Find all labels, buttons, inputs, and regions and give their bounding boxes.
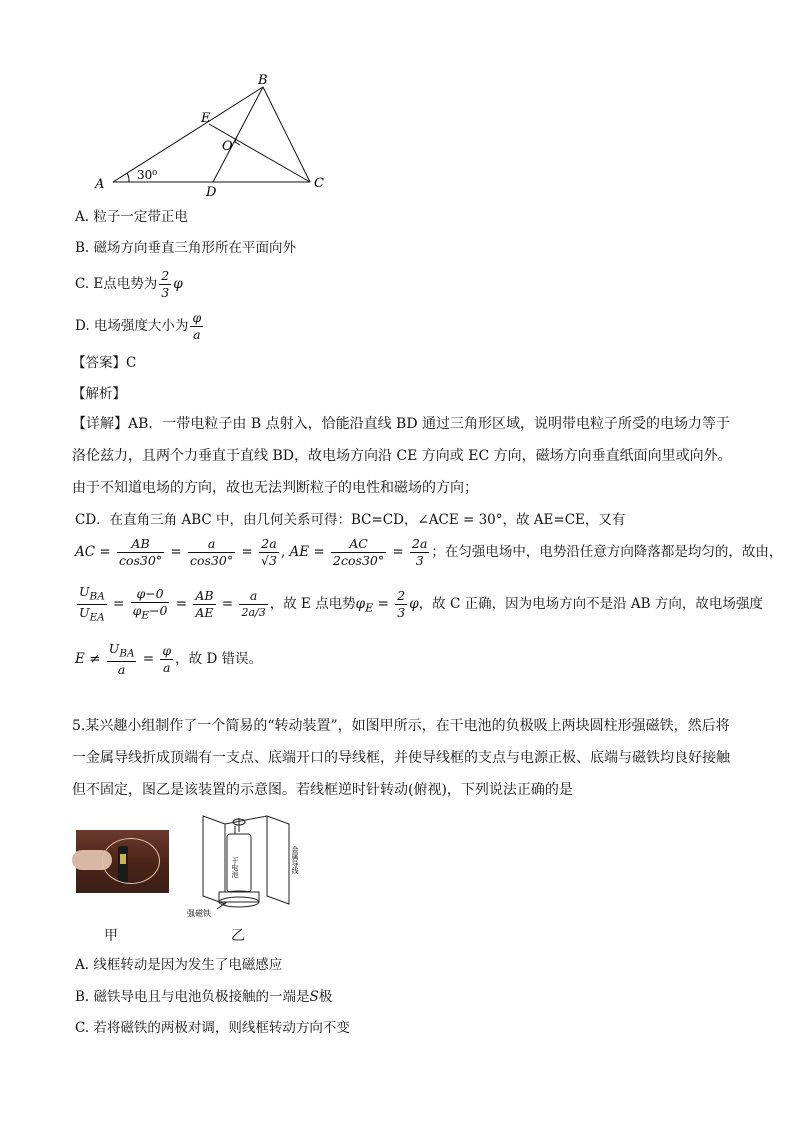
battery-label: 干电池 xyxy=(231,857,239,878)
label-o: O xyxy=(222,139,233,154)
side-ab xyxy=(113,87,263,182)
wire-frame-left xyxy=(203,816,225,904)
q5-option-c: C. 若将磁铁的两极对调，则线框转动方向不变 xyxy=(75,1020,350,1036)
q4-option-d-text: D. 电场强度大小为 xyxy=(75,318,189,334)
detail-head: 【详解】 xyxy=(72,416,128,432)
detail-cd-2-text: ；在匀强电场中，电势沿任意方向降落都是均匀的，故由， xyxy=(431,544,783,560)
q4-option-a: A. 粒子一定带正电 xyxy=(75,209,188,225)
q4-option-b: B. 磁场方向垂直三角形所在平面向外 xyxy=(75,240,297,256)
detail-cd-2: AC = $\frac{AB}{\cos 30^\circ}$ = $\frac{a}{\cos 30^\circ}$ = $\frac{2a}{√3}$ , AE = $\frac{AC}{2\cos 30^\circ}$ = $\frac{2a}{3}$ ；在匀强电场中，电势沿任意方向降落都是均匀的，故由， xyxy=(75,536,783,568)
analysis-title: 【解析】 xyxy=(72,386,126,402)
label-c: C xyxy=(314,176,324,191)
q5-option-a: A. 线框转动是因为发生了电磁感应 xyxy=(75,957,283,973)
detail-cd-1: CD．在直角三角 ABC 中，由几何关系可得：BC=CD，∠ACE = 30°，故 AE=CE，又有 xyxy=(75,512,626,528)
detail-cd-3: $\frac{U_{BA}}{U_{EA}}$ = $\frac{\varphi-0}{\varphi_E-0}$ = $\frac{AB}{AE}$ = $\frac{a}{2a/3}$ ，故 E 点电势$\varphi_E$ = $\frac{2}{3}$ φ，故 C 正确，因为电场方向不是沿 AB 方向，故电场强度 xyxy=(79,583,763,624)
segment-bd xyxy=(213,87,263,182)
label-yi: 乙 xyxy=(231,928,245,944)
detail-cd-3-tail: ，故 C 正确，因为电场方向不是沿 AB 方向，故电场强度 xyxy=(418,596,763,612)
angle-arc xyxy=(127,173,129,182)
wire-photo xyxy=(102,838,160,884)
q4-option-c-text: C. E点电势为 xyxy=(75,276,158,292)
detail-ab xyxy=(72,408,732,504)
q4-option-d xyxy=(75,308,205,344)
detail-cd-4-text: ，故 D 错误。 xyxy=(175,651,263,667)
phi-symbol: φ xyxy=(173,276,183,292)
label-d: D xyxy=(206,185,217,200)
wire-frame-right xyxy=(267,816,289,904)
photo-jia xyxy=(76,830,169,893)
label-angle: 30⁰ xyxy=(137,168,158,182)
label-b: B xyxy=(258,73,268,88)
label-jia: 甲 xyxy=(104,928,118,944)
diagram-yi xyxy=(187,812,305,922)
answer-label: 【答案】C xyxy=(72,355,137,371)
q5-option-b: B. 磁铁导电且与电池负极接触的一端是S极 xyxy=(75,989,333,1005)
detail-cd-3-mid: ，故 E 点电势 xyxy=(269,596,356,612)
label-a: A xyxy=(95,177,105,192)
side-bc xyxy=(263,87,310,182)
detail-cd-4: E ≠ $\frac{U_{BA}}{a}$ = $\frac{\varphi}{a}$ ，故 D 错误。 xyxy=(75,640,263,678)
q4-option-c xyxy=(75,266,183,302)
fraction-two-thirds: $\frac{2}{3}$ xyxy=(161,268,170,300)
wire-label: 金属导线 xyxy=(291,846,299,874)
detail-ab-text: AB．一带电粒子由 B 点射入，恰能沿直线 BD 通过三角形区域，说明带电粒子所受的电场力等于洛伦兹力，且两个力垂直于直线 BD，故电场方向沿 CE 方向或 EC 方向，磁场方向垂直纸面向里或向外。由于不知道电场的方向，故也无法判断粒子的电性和磁场的方向； xyxy=(72,416,732,496)
triangle-figure xyxy=(85,72,345,202)
label-e: E xyxy=(201,111,211,126)
magnet-label: 强磁铁 xyxy=(187,909,211,918)
q5-stem: 5.某兴趣小组制作了一个简易的“转动装置”，如图甲所示，在干电池的负极吸上两块圆柱形强磁铁，然后将一金属导线折成顶端有一支点、底端开口的导线框，并使导线框的支点与电源正极、底端与磁铁均良好接触但不固定，图乙是该装置的示意图。若线框逆时针转动(俯视)，下列说法正确的是 xyxy=(72,718,730,798)
fraction-phi-over-a: $\frac{\varphi}{a}$ xyxy=(192,310,202,342)
